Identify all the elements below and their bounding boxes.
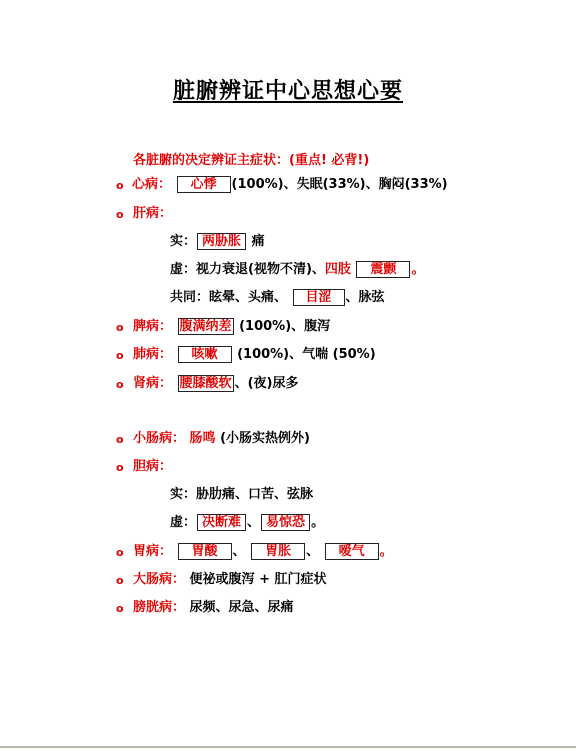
bladder-rest: 尿频、尿急、尿痛 [189,600,294,615]
gallbladder-xu-key-symptom-1: 决断难 [197,514,246,531]
liver-xu-red: 四肢 [324,262,351,277]
row-kidney [133,375,298,393]
row-lung [133,346,376,364]
row-spleen [133,318,330,336]
row-bladder [133,599,294,617]
gallbladder-xu-sep: 、 [247,515,261,530]
row-small-intestine [133,430,310,448]
heart-label: 心病： [132,177,172,192]
row-liver-gong [170,289,385,307]
stomach-sep-1: 、 [232,544,246,559]
heart-key-symptom: 心悸 [177,176,231,193]
liver-shi-key-symptom: 两胁胀 [197,233,246,250]
bullet-heart: o [116,179,124,192]
bullet-small-intestine: o [116,433,124,446]
gallbladder-shi: 实：胁肋痛、口苦、弦脉 [170,487,314,502]
stomach-key-symptom-3: 嗳气 [325,543,379,560]
small-intestine-rest: (小肠实热例外) [220,431,310,446]
stomach-key-symptom-1: 胃酸 [178,543,232,560]
stomach-key-symptom-2: 胃胀 [251,543,305,560]
small-intestine-label: 小肠病： [133,431,186,446]
kidney-label: 肾病： [133,376,173,391]
lung-label: 肺病： [133,347,173,362]
heart-rest: (100%)、失眠(33%)、胸闷(33%) [231,177,448,192]
bullet-spleen: o [116,321,124,334]
gallbladder-xu-key-symptom-2: 易惊恐 [261,514,310,531]
bullet-bladder: o [116,602,124,615]
row-liver-xu [170,261,424,279]
bladder-label: 膀胱病： [133,600,186,615]
bullet-stomach: o [116,546,124,559]
bullet-kidney: o [116,378,124,391]
small-intestine-key-symptom: 肠鸣 [189,431,216,446]
row-heart [132,176,448,194]
bullet-lung: o [116,349,124,362]
gallbladder-xu-end: 。 [311,515,325,530]
gallbladder-xu-prefix: 虚： [170,515,197,530]
lung-rest: (100%)、气喘 (50%) [237,347,376,362]
bullet-gallbladder: o [116,461,124,474]
page-title: 脏腑辨证中心思想心要 [172,79,403,104]
stomach-label: 胃病： [133,544,173,559]
kidney-rest: 、(夜)尿多 [234,376,299,391]
row-liver-shi [170,233,265,251]
stomach-sep-2: 、 [306,544,320,559]
bullet-liver: o [116,208,124,221]
large-intestine-rest: 便祕或腹泻 + 肛门症状 [189,572,327,587]
row-gallbladder-xu [170,514,324,532]
row-stomach [133,543,393,561]
spleen-label: 脾病： [133,319,173,334]
bullet-large-intestine: o [116,574,124,587]
row-large-intestine [133,571,327,589]
kidney-key-symptom: 腰膝酸软 [179,376,232,391]
stomach-end: 。 [379,544,393,559]
gallbladder-label: 胆病： [133,459,173,474]
large-intestine-label: 大肠病： [133,572,186,587]
liver-gong-key-symptom: 目涩 [293,289,345,306]
page-bottom-divider [0,746,576,748]
liver-shi-rest: 痛 [251,234,265,249]
liver-xu-key-symptom: 震颤 [356,261,410,278]
liver-gong-rest: 、脉弦 [345,290,385,305]
subtitle: 各脏腑的决定辨证主症状：(重点! 必背!) [133,153,370,168]
liver-shi-prefix: 实： [170,234,197,249]
liver-xu-prefix: 虚：视力衰退(视物不清)、 [170,262,325,277]
liver-gong-prefix: 共同：眩晕、头痛、 [170,290,288,305]
liver-xu-end: 。 [411,262,425,277]
spleen-key-symptom: 腹满纳差 [179,319,232,334]
spleen-rest: (100%)、腹泻 [239,319,331,334]
liver-label: 肝病： [133,206,173,221]
lung-key-symptom: 咳嗽 [178,346,232,363]
